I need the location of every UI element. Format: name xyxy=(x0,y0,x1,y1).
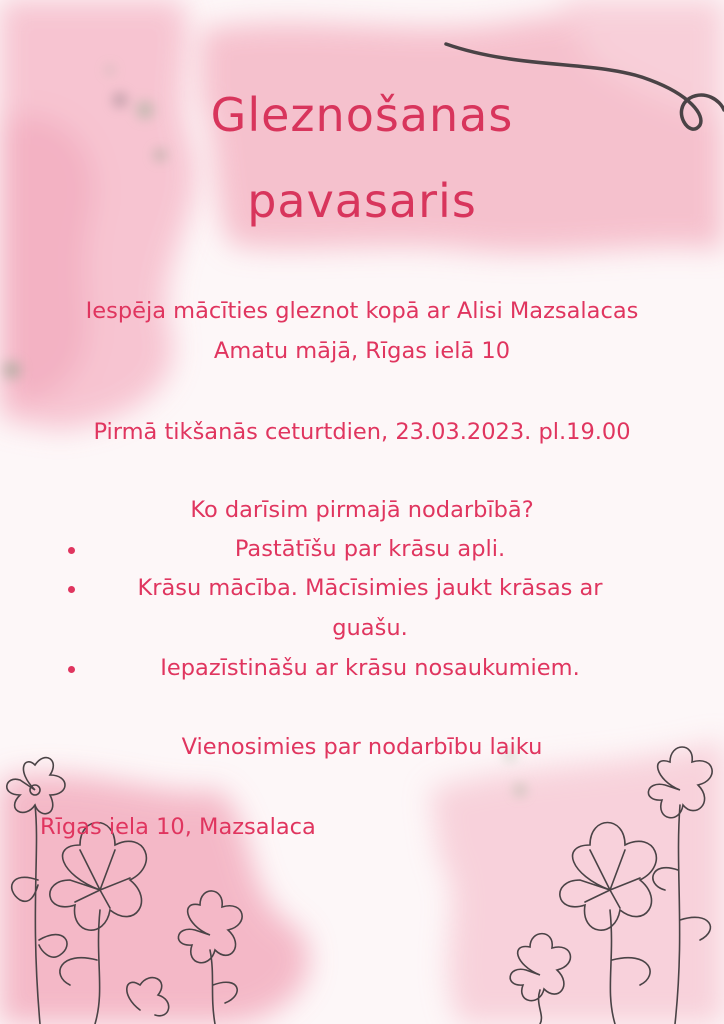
first-meeting-text: Pirmā tikšanās ceturtdien, 23.03.2023. pl.19.00 xyxy=(93,419,631,445)
pink-watercolor-wash xyxy=(430,740,724,1024)
page-title-line-1: Gleznošanas xyxy=(210,88,514,142)
intro-line-1: Iespēja mācīties gleznot kopā ar Alisi Mazsalacas xyxy=(85,298,639,324)
question-heading: Ko darīsim pirmajā nodarbībā? xyxy=(190,497,534,523)
list-item: Pastātīšu par krāsu apli. xyxy=(234,536,506,562)
page-title-line-2: pavasaris xyxy=(247,174,477,228)
intro-line-2: Amatu mājā, Rīgas ielā 10 xyxy=(213,338,511,364)
pink-watercolor-wash xyxy=(0,774,309,1024)
list-item-continuation: guašu. xyxy=(332,615,408,641)
list-item: Iepazīstināšu ar krāsu nosaukumiem. xyxy=(160,655,580,681)
list-item: Krāsu mācība. Mācīsimies jaukt krāsas ar xyxy=(137,575,603,601)
closing-text: Vienosimies par nodarbību laiku xyxy=(181,734,543,760)
address-text: Rīgas iela 10, Mazsalaca xyxy=(40,814,316,840)
